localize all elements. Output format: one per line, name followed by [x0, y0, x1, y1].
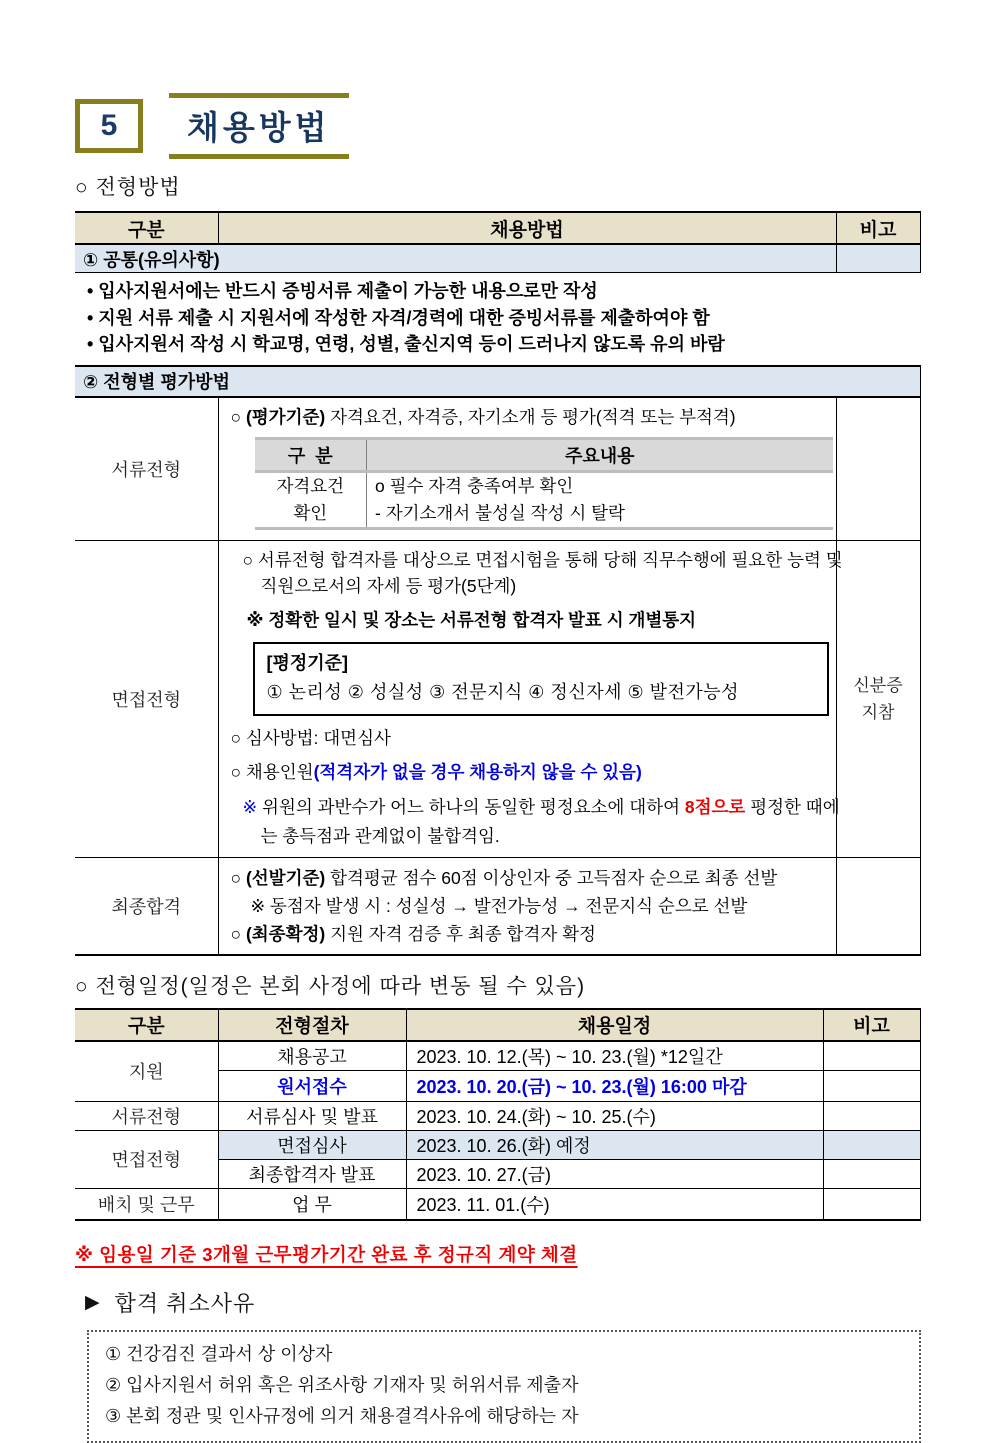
final-stage-row	[75, 857, 920, 955]
contract-note: ※ 임용일 기준 3개월 근무평가기간 완료 후 정규직 계약 체결	[75, 1243, 578, 1265]
interview-headcount-line: ○ 채용인원(적격자가 없을 경우 채용하지 않을 수 있음)	[230, 761, 642, 782]
schedule-row-docreview	[75, 1101, 920, 1130]
document-stage-label: 서류전형	[75, 397, 218, 541]
sched-date: 2023. 11. 01.(수)	[406, 1188, 823, 1220]
triangle-marker-icon: ▶	[85, 1291, 101, 1313]
sched-col-gubun: 구분	[75, 1009, 218, 1041]
sched-remark	[823, 1070, 920, 1101]
inner-col-gubun: 구 분	[255, 438, 367, 471]
common-note-remark	[836, 244, 920, 273]
inner-row-label: 자격요건 확인	[255, 471, 367, 528]
sched-col-date: 채용일정	[406, 1009, 823, 1041]
subsection-schedule: ○ 전형일정(일정은 본회 사정에 따라 변동 될 수 있음)	[75, 974, 586, 998]
final-stage-label: 최종합격	[75, 857, 218, 955]
sched-group-work: 배치 및 근무	[75, 1188, 218, 1220]
final-stage-content	[218, 857, 836, 955]
criteria-title: [평정기준]	[266, 652, 349, 673]
interview-stage-label: 면접전형	[75, 540, 218, 857]
document-eval-inner-table	[255, 437, 833, 530]
sched-date-receipt: 2023. 10. 20.(금) ~ 10. 23.(월) 16:00 마감	[406, 1070, 823, 1101]
eval-title-row	[75, 366, 920, 397]
common-bullets-row	[75, 273, 920, 366]
schedule-row-interview	[75, 1130, 920, 1159]
sched-step-receipt: 원서접수	[218, 1070, 406, 1101]
section-number: 5	[100, 109, 118, 142]
inner-col-content: 주요내용	[367, 438, 833, 471]
criteria-items: ① 논리성 ② 성실성 ③ 전문지식 ④ 정신자세 ⑤ 발전가능성	[266, 681, 740, 702]
sched-group-docs: 서류전형	[75, 1101, 218, 1130]
eval-standard-line: ○ (평가기준) 자격요건, 자격증, 자기소개 등 평가(적격 또는 부적격)	[230, 406, 736, 427]
criteria-box	[253, 642, 829, 716]
bullet-item: • 입사지원서 작성 시 학교명, 연령, 성별, 출신지역 등이 드러나지 않도록 유의 바람	[87, 334, 725, 354]
sched-date: 2023. 10. 12.(목) ~ 10. 23.(월) *12일간	[406, 1041, 823, 1071]
inner-row-content: o 필수 자격 충족여부 확인 - 자기소개서 불성실 작성 시 탈락	[367, 471, 833, 528]
final-selection-line: ○ (선발기준) 합격평균 점수 60점 이상인자 중 고득점자 순으로 최종 선발	[230, 867, 778, 888]
col-header-gubun: 구분	[75, 212, 218, 244]
cancel-reason-item: ② 입사지원서 허위 혹은 위조사항 기재자 및 허위서류 제출자	[105, 1374, 579, 1395]
sched-step: 업 무	[218, 1188, 406, 1220]
final-confirm-line: ○ (최종확정) 지원 자격 검증 후 최종 합격자 확정	[230, 923, 596, 944]
cancel-reason-item: ③ 본회 정관 및 인사규정에 의거 채용결격사유에 해당하는 자	[105, 1405, 579, 1426]
interview-stage-row	[75, 540, 920, 857]
sched-step-interview: 면접심사	[218, 1130, 406, 1159]
section-number-box	[75, 99, 143, 153]
section-title: 채용방법	[169, 93, 349, 159]
sched-date: 2023. 10. 27.(금)	[406, 1159, 823, 1188]
interview-method-line: ○ 심사방법: 대면심사	[230, 727, 391, 748]
schedule-row-announce	[75, 1041, 920, 1071]
col-header-bigo: 비고	[836, 212, 920, 244]
final-stage-remark	[836, 857, 920, 955]
screening-method-table	[75, 211, 921, 956]
sched-step: 서류심사 및 발표	[218, 1101, 406, 1130]
interview-stage-content	[218, 540, 843, 857]
interview-warning-line: ※ 위원의 과반수가 어느 하나의 동일한 평정요소에 대하여 8점으로 평정한 때에는 총득점과 관계없이 불합격임.	[242, 796, 840, 846]
document-stage-remark	[836, 397, 920, 541]
table-header-row	[75, 212, 920, 244]
sched-group-apply: 지원	[75, 1041, 218, 1102]
sched-date-interview: 2023. 10. 26.(화) 예정	[406, 1130, 823, 1159]
common-note-title: ① 공통(유의사항)	[83, 249, 220, 270]
schedule-row-work	[75, 1188, 920, 1220]
eval-title: ② 전형별 평가방법	[83, 372, 230, 392]
final-tiebreak-line: ※ 동점자 발생 시 : 성실성 → 발전가능성 → 전문지식 순으로 선발	[250, 895, 748, 916]
document-stage-content	[218, 397, 836, 541]
section-header	[75, 98, 920, 154]
schedule-header-row	[75, 1009, 920, 1041]
sched-date: 2023. 10. 24.(화) ~ 10. 25.(수)	[406, 1101, 823, 1130]
interview-desc-line: ○ 서류전형 합격자를 대상으로 면접시험을 통해 당해 직무수행에 필요한 능력 및 직원으로서의 자세 등 평가(5단계)	[242, 549, 843, 596]
schedule-table	[75, 1008, 921, 1221]
sched-step: 최종합격자 발표	[218, 1159, 406, 1188]
bullet-item: • 입사지원서에는 반드시 증빙서류 제출이 가능한 내용으로만 작성	[87, 281, 598, 301]
cancel-reasons-box	[87, 1330, 921, 1443]
sched-step: 채용공고	[218, 1041, 406, 1071]
interview-notice-line: ※ 정확한 일시 및 장소는 서류전형 합격자 발표 시 개별통지	[246, 609, 697, 630]
sched-col-bigo: 비고	[823, 1009, 920, 1041]
sched-remark	[823, 1041, 920, 1071]
sched-remark	[823, 1188, 920, 1220]
bullet-item: • 지원 서류 제출 시 지원서에 작성한 자격/경력에 대한 증빙서류를 제출하여야 함	[87, 307, 710, 328]
subsection-screening-method: ○ 전형방법	[75, 176, 181, 199]
cancel-reasons-heading	[75, 1287, 920, 1318]
cancel-reasons-title: 합격 취소사유	[114, 1290, 256, 1316]
col-header-method: 채용방법	[218, 212, 836, 244]
sched-group-interview: 면접전형	[75, 1130, 218, 1188]
sched-remark	[823, 1101, 920, 1130]
sched-remark	[823, 1159, 920, 1188]
document-stage-row	[75, 397, 920, 541]
common-note-row	[75, 244, 920, 273]
sched-col-step: 전형절차	[218, 1009, 406, 1041]
cancel-reason-item: ① 건강검진 결과서 상 이상자	[105, 1343, 333, 1364]
sched-remark	[823, 1130, 920, 1159]
interview-stage-remark: 신분증 지참	[836, 540, 920, 857]
